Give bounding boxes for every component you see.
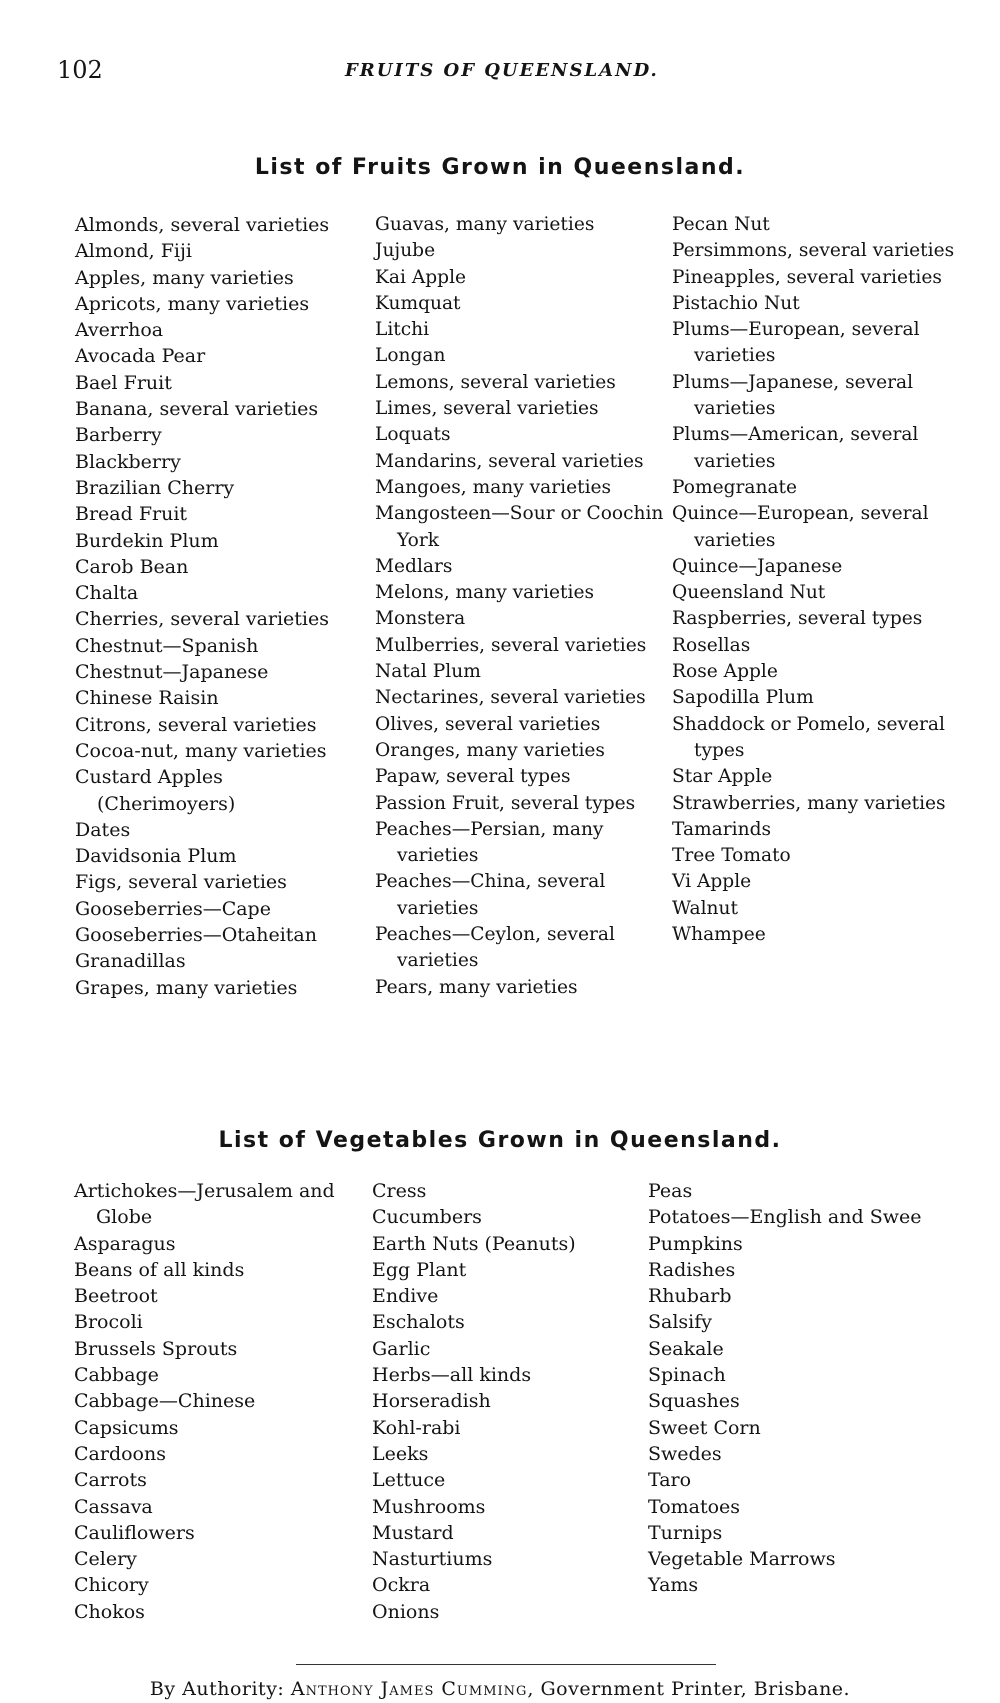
list-item: Kai Apple [375,266,467,288]
list-item: Kumquat [375,292,461,314]
list-item: Peaches—Persian, many varieties [375,818,604,867]
list-item: Blackberry [75,450,181,473]
list-item: Tomatoes [648,1495,741,1518]
list-item: Vi Apple [672,871,752,893]
list-item: Swedes [648,1442,722,1465]
list-item: Barberry [75,424,162,447]
list-item: Cabbage—Chinese [74,1390,256,1413]
list-item: Apricots, many varieties [75,292,310,315]
list-item: Earth Nuts (Peanuts) [372,1232,576,1255]
list-item: Chokos [74,1600,145,1623]
footer-divider [296,1664,716,1665]
list-item: Burdekin Plum [75,529,219,552]
list-item: Jujube [375,240,436,262]
list-item: Mustard [372,1521,454,1544]
list-item: Mandarins, several varieties [375,450,644,472]
list-item: Melons, many varieties [375,582,595,604]
list-item: Apples, many varieties [75,266,294,289]
list-item: Egg Plant [372,1258,467,1281]
list-item: Plums—European, several varieties [672,319,920,367]
list-item: Brocoli [74,1311,143,1334]
list-item: Dates [75,818,131,841]
list-item: Onions [372,1600,440,1623]
list-item: Queensland Nut [672,582,826,604]
list-item: Longan [375,345,446,367]
list-item: Star Apple [672,766,773,788]
list-item: Averrhoa [75,319,164,342]
list-item: Medlars [375,555,453,577]
footer-suffix: , Government Printer, Brisbane. [527,1678,851,1700]
list-item: Quince—Japanese [672,555,843,577]
list-item: Taro [648,1469,692,1492]
list-item: Whampee [672,924,766,946]
list-item: Herbs—all kinds [372,1364,532,1387]
list-item: Pecan Nut [672,214,770,235]
list-item: Brazilian Cherry [75,476,235,499]
list-item: Strawberries, many varieties [672,792,946,814]
running-title: FRUITS OF QUEENSLAND. [345,60,659,81]
list-item: Shaddock or Pomelo, several types [672,713,945,761]
list-item: Tamarinds [672,818,772,840]
vegetables-section-title: List of Vegetables Grown in Queensland. [218,1128,782,1153]
list-item: Limes, several varieties [375,398,599,420]
list-item: Garlic [372,1337,431,1360]
list-item: Quince—European, several varieties [672,503,929,551]
list-item: Yams [648,1574,699,1597]
fruits-column-2 [375,212,665,1001]
list-item: Brussels Sprouts [74,1337,238,1360]
list-item: Cress [372,1180,427,1202]
list-item: Pineapples, several varieties [672,266,942,288]
list-item: Monstera [375,608,466,630]
fruits-column-3 [672,212,962,948]
list-item: Chinese Raisin [75,687,219,710]
list-item: Artichokes—Jerusalem and Globe [74,1180,335,1229]
list-item: Rhubarb [648,1285,732,1308]
list-item: Loquats [375,424,451,446]
imprint-footer [0,1678,1000,1700]
list-item: Ockra [372,1574,431,1597]
list-item: Horseradish [372,1390,491,1413]
list-item: Granadillas [75,950,186,973]
page-number: 102 [57,56,103,84]
list-item: Natal Plum [375,661,481,683]
list-item: Citrons, several varieties [75,713,317,736]
list-item: Lemons, several varieties [375,371,616,393]
list-item: Grapes, many varieties [75,976,298,999]
vegetables-column-2 [372,1178,642,1625]
list-item: Endive [372,1285,439,1308]
list-item: Pomegranate [672,476,797,498]
list-item: Banana, several varieties [75,398,319,421]
list-item: Plums—American, several varieties [672,424,919,472]
list-item: Sapodilla Plum [672,687,814,709]
list-item: Vegetable Marrows [648,1548,836,1571]
list-item: Chestnut—Japanese [75,661,269,684]
list-item: Nectarines, several varieties [375,687,646,709]
list-item: Capsicums [74,1416,179,1439]
list-item: Cassava [74,1495,153,1518]
list-item: Cucumbers [372,1206,482,1229]
list-item: Spinach [648,1364,726,1387]
list-item: Guavas, many varieties [375,214,595,235]
list-item: Cauliflowers [74,1521,195,1544]
list-item: Eschalots [372,1311,465,1334]
list-item: Radishes [648,1258,736,1281]
list-item: Seakale [648,1337,724,1360]
list-item: Turnips [648,1521,723,1544]
list-item: Avocada Pear [75,345,206,368]
list-item: Cocoa-nut, many varieties [75,739,327,762]
list-item: Papaw, several types [375,766,571,788]
list-item: Olives, several varieties [375,713,601,735]
list-item: Pears, many varieties [375,976,578,998]
list-item: Potatoes—English and Swee [648,1206,922,1229]
list-item: Tree Tomato [672,845,791,867]
list-item: Walnut [672,897,738,919]
footer-prefix: By Authority: [149,1678,285,1700]
list-item: Bread Fruit [75,503,188,526]
list-item: Cardoons [74,1442,166,1465]
list-item: Davidsonia Plum [75,845,237,868]
list-item: Mushrooms [372,1495,486,1518]
list-item: Mangosteen—Sour or Coochin York [375,503,664,551]
list-item: Chestnut—Spanish [75,634,259,657]
list-item: Raspberries, several types [672,608,923,630]
list-item: Almonds, several varieties [75,214,330,236]
list-item: Persimmons, several varieties [672,240,955,262]
list-item: Cherries, several varieties [75,608,330,631]
vegetables-column-3 [648,1178,948,1599]
list-item: Rosellas [672,634,751,656]
list-item: Leeks [372,1442,429,1465]
list-item: Celery [74,1548,137,1571]
list-item: Nasturtiums [372,1548,493,1571]
list-item: Cabbage [74,1364,159,1387]
footer-printer-name: Anthony James Cumming [290,1678,528,1700]
list-item: Almond, Fiji [75,240,192,263]
list-item: Peaches—China, several varieties [375,871,606,919]
list-item: Litchi [375,319,430,341]
list-item: Peaches—Ceylon, several varieties [375,924,615,972]
list-item: Gooseberries—Otaheitan [75,924,317,947]
vegetables-column-1 [74,1178,374,1625]
list-item: Figs, several varieties [75,871,287,894]
list-item: Chicory [74,1574,149,1597]
list-item: Chalta [75,582,139,605]
list-item: Bael Fruit [75,371,172,394]
list-item: Sweet Corn [648,1416,761,1439]
list-item: Custard Apples (Cherimoyers) [75,766,236,815]
list-item: Kohl-rabi [372,1416,461,1439]
list-item: Carrots [74,1469,147,1492]
list-item: Beans of all kinds [74,1258,245,1281]
list-item: Passion Fruit, several types [375,792,636,814]
list-item: Beetroot [74,1285,158,1308]
list-item: Pistachio Nut [672,292,800,314]
list-item: Oranges, many varieties [375,739,605,761]
list-item: Carob Bean [75,555,189,578]
fruits-column-1 [75,212,360,1001]
list-item: Plums—Japanese, several varieties [672,371,914,420]
list-item: Peas [648,1180,693,1202]
list-item: Asparagus [74,1232,176,1255]
list-item: Rose Apple [672,661,778,683]
list-item: Mulberries, several varieties [375,634,647,656]
list-item: Squashes [648,1390,740,1413]
list-item: Salsify [648,1311,713,1334]
list-item: Pumpkins [648,1232,743,1255]
fruits-section-title: List of Fruits Grown in Queensland. [254,155,746,180]
list-item: Mangoes, many varieties [375,476,612,498]
list-item: Lettuce [372,1469,446,1492]
list-item: Gooseberries—Cape [75,897,271,920]
